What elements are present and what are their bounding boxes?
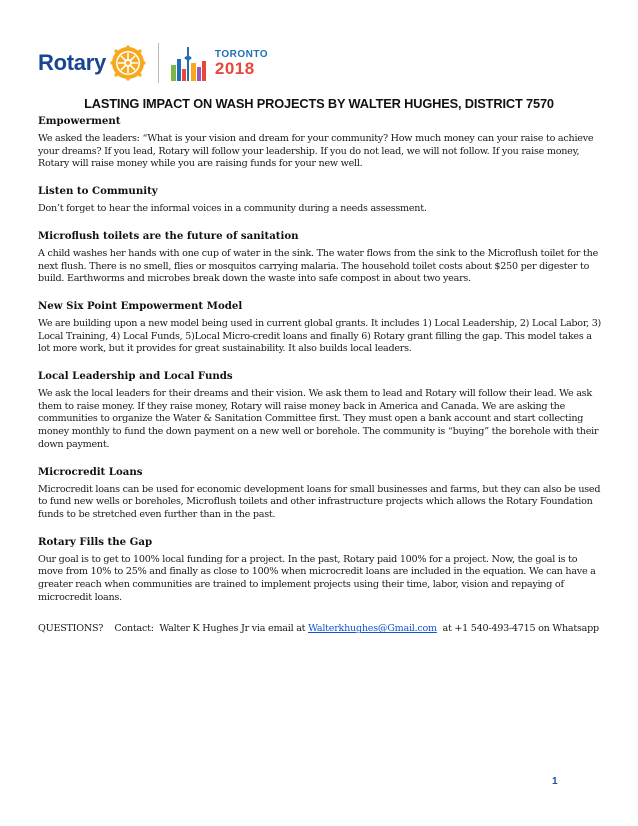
contact-line: [38, 622, 604, 635]
section-heading: New Six Point Empowerment Model: [38, 299, 243, 312]
rotary-wheel-icon: [110, 45, 146, 81]
email-link[interactable]: Walterkhughes@Gmail.com: [308, 623, 437, 635]
contact-prefix: QUESTIONS? Contact: Walter K Hughes Jr via email at: [38, 623, 309, 635]
section-paragraph: We are building upon a new model being used in current global grants. It includes 1) Local Leadership, 2) Local Labor, 3) Local Training, 4) Local Funds, 5)Local Micro-credit loans and finally 6) Rotary grant filling the gap. This model takes a lot more work, but it provides for great sustainability. It also builds local leaders.: [38, 317, 602, 355]
section-paragraph: We asked the leaders: “What is your vision and dream for your community? How much money can your raise to achieve your dreams? If you lead, Rotary will follow your leadership. If you do not lead, we will not follow. If you raise money, Rotary will raise money while you are raising funds for your new well.: [38, 133, 594, 170]
section-heading: Local Leadership and Local Funds: [38, 370, 233, 383]
page-number: 1: [552, 776, 558, 787]
section-heading: Empowerment: [38, 115, 121, 127]
section-heading: Rotary Fills the Gap: [38, 535, 153, 548]
toronto-year-text: 2018: [214, 59, 255, 78]
section-local-leadership: [38, 370, 604, 452]
section-heading: Microflush toilets are the future of sanitation: [38, 229, 299, 242]
section-microcredit-loans: [38, 466, 604, 522]
toronto-city-text: TORONTO: [214, 49, 269, 60]
toronto-2018-logo: [215, 49, 268, 77]
section-listen-to-community: [38, 185, 604, 216]
section-paragraph: A child washes her hands with one cup of water in the sink. The water flows from the sink to the Microflush toilet for the next flush. There is no smell, flies or mosquitos carrying malaria. The household toilet costs about $250 per digester to build. Earthworms and microbes break down the waste into safe compost in about two years.: [38, 247, 599, 285]
document-title: LASTING IMPACT ON WASH PROJECTS BY WALTER HUGHES, DISTRICT 7570: [84, 96, 554, 111]
contact-suffix: at +1 540-493-4715 on Whatsapp: [436, 623, 599, 635]
section-heading: Listen to Community: [38, 185, 158, 198]
section-paragraph: We ask the local leaders for their dreams and their vision. We ask them to lead and Rotary will follow their lead. We ask them to raise money. If they raise money, Rotary will raise money back in America and Canada. We are asking the communities to organize the Water & Sanitation Committee first. They must open a bank account and start collecting money monthly to fund the down payment on a new well or borehole. The community is “buying” the borehole with their down payment.: [38, 388, 599, 450]
section-paragraph: Our goal is to get to 100% local funding for a project. In the past, Rotary paid 100% for a project. Now, the goal is to move from 10% to 25% and finally as close to 100% when microcredit loans are included in the equation. We can have a greater reach when communities are trained to implement projects using their time, labor, vision and repaying of microcredit loans.: [38, 553, 596, 603]
section-heading: Microcredit Loans: [38, 465, 143, 478]
section-rotary-fills-gap: [38, 536, 604, 605]
rotary-logo-text: Rotary: [38, 50, 106, 75]
toronto-skyline-icon: [169, 43, 209, 83]
logo-bar: [38, 38, 268, 88]
section-six-point-model: [38, 300, 604, 356]
section-microflush-toilets: [38, 230, 604, 286]
section-empowerment: [38, 115, 604, 171]
logo-divider: [158, 43, 159, 83]
section-paragraph: Microcredit loans can be used for economic development loans for small businesses and farms, but they can also be used to fund new wells or boreholes, Microflush toilets and other infrastructure projects which allows the Rotary Foundation funds to be stretched even further than in the past.: [38, 483, 601, 520]
section-paragraph: Don’t forget to hear the informal voices in a community during a needs assessment.: [38, 203, 427, 215]
document-body: [38, 115, 604, 635]
